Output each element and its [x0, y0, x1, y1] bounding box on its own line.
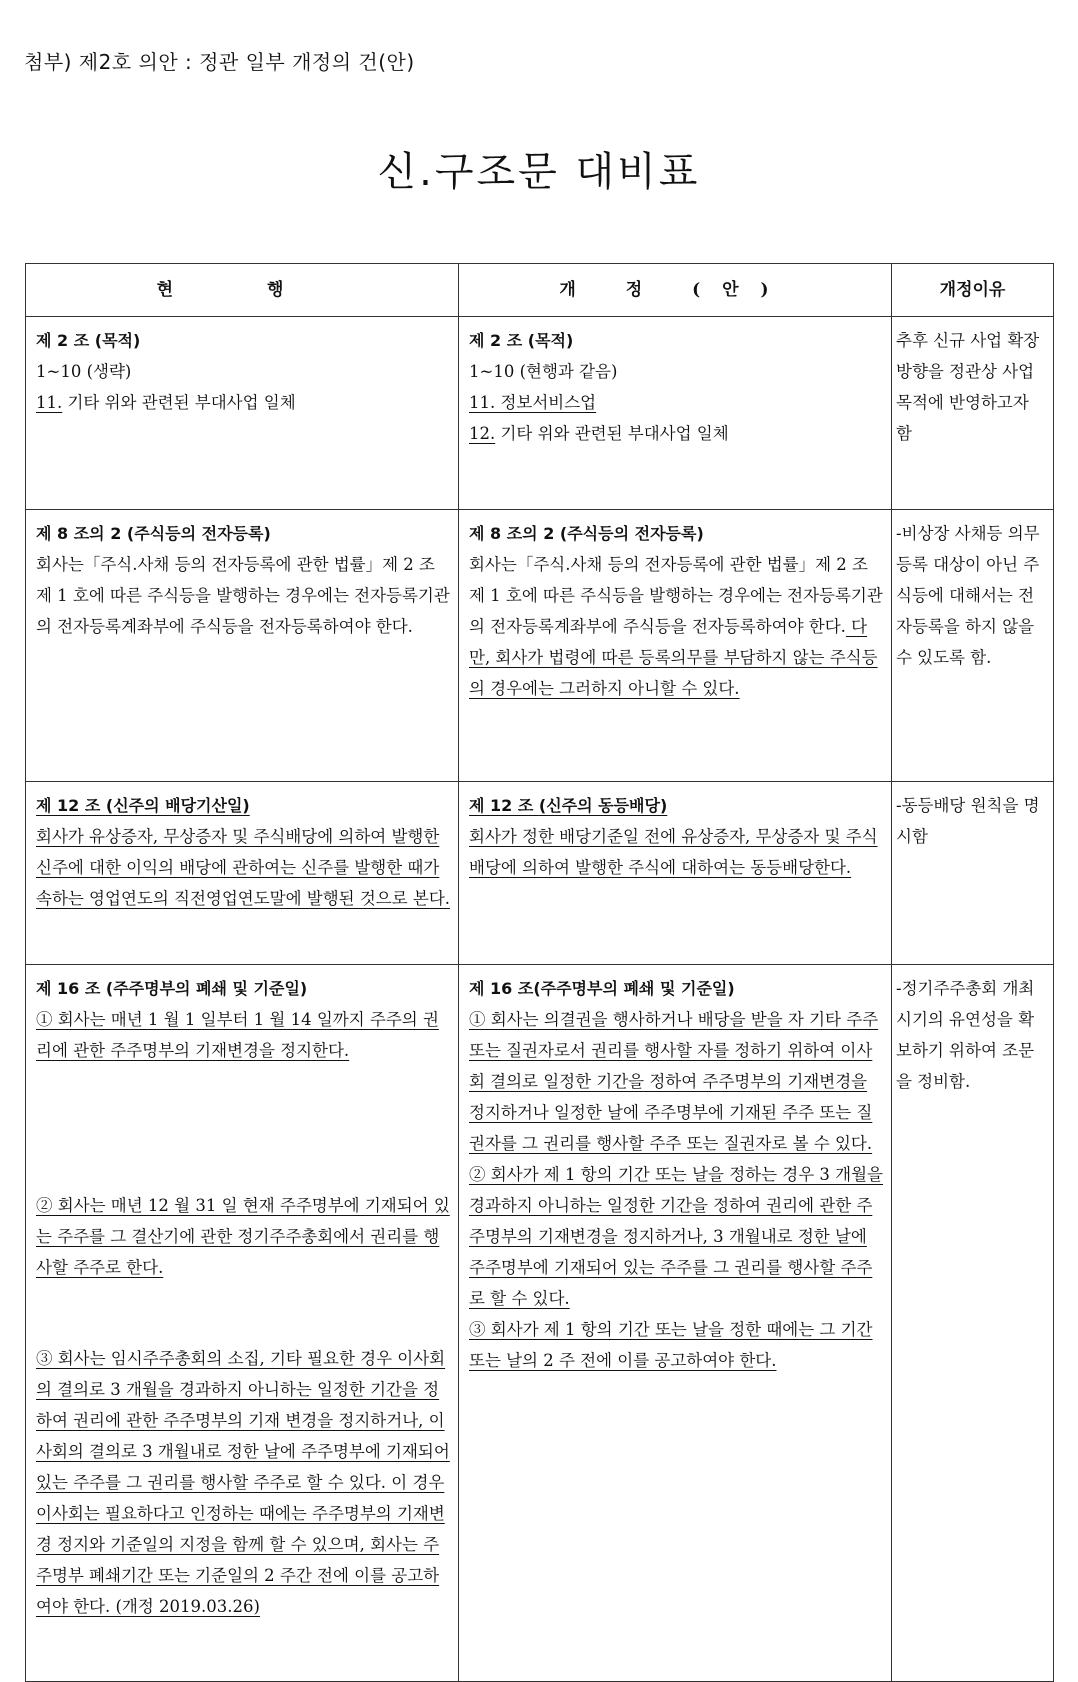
reason-cell: -동등배당 원칙을 명시함	[892, 782, 1054, 965]
header-current: 현 행	[26, 264, 459, 317]
article-body: 회사는「주식.사채 등의 전자등록에 관한 법률」제 2 조 제 1 호에 따른 주식등을 발행하는 경우에는 전자등록기관의 전자등록계좌부에 주식등을 전자등록하여야 한다.	[36, 555, 450, 636]
proposed-cell	[459, 317, 892, 510]
paragraph-3: ③ 회사는 임시주주총회의 소집, 기타 필요한 경우 이사회의 결의로 3 개월을 경과하지 아니하는 일정한 기간을 정하여 권리에 관한 주주명부의 기재 변경을 정지하거나, 이사회의 결의로 3 개월내로 정한 날에 주주명부에 기재되어 있는 주주를 그 권리를 행사할 주주로 할 수 있다. 이 경우 이사회는 필요하다고 인정하는 때에는 주주명부의 기재변경 정지와 기준일의 지정을 함께 할 수 있으며, 회사는 주주명부 폐쇄기간 또는 기준일의 2 주간 전에 이를 공고하여야 한다. (개정 2019.03.26)	[36, 1349, 450, 1616]
article-heading: 제 16 조 (주주명부의 폐쇄 및 기준일)	[36, 979, 308, 998]
proposed-cell	[459, 782, 892, 965]
proposed-cell	[459, 510, 892, 782]
current-cell	[26, 965, 459, 1682]
paragraph-1: ① 회사는 매년 1 월 1 일부터 1 월 14 일까지 주주의 권리에 관한 주주명부의 기재변경을 정지한다.	[36, 1010, 439, 1060]
current-cell	[26, 782, 459, 965]
article-heading: 제 8 조의 2 (주식등의 전자등록)	[36, 524, 271, 543]
paragraph-3: ③ 회사가 제 1 항의 기간 또는 날을 정한 때에는 그 기간 또는 날의 2 주 전에 이를 공고하여야 한다.	[469, 1320, 873, 1370]
attachment-label: 첨부) 제2호 의안 : 정관 일부 개정의 건(안)	[24, 50, 415, 74]
table-row	[26, 317, 1054, 510]
reason-cell: -정기주주총회 개최시기의 유연성을 확보하기 위하여 조문을 정비함.	[892, 965, 1054, 1682]
comparison-table	[25, 263, 1054, 1682]
page-title: 신.구조문 대비표	[377, 149, 701, 195]
article-body: 회사는「주식.사채 등의 전자등록에 관한 법률」제 2 조 제 1 호에 따른 주식등을 발행하는 경우에는 전자등록기관의 전자등록계좌부에 주식등을 전자등록하여야 한다.	[469, 555, 883, 636]
table-row	[26, 510, 1054, 782]
clause-line: 1~10 (현행과 같음)	[469, 362, 618, 381]
article-body: 회사가 정한 배당기준일 전에 유상증자, 무상증자 및 주식배당에 의하여 발행한 주식에 대하여는 동등배당한다.	[469, 827, 878, 877]
header-reason: 개정이유	[892, 264, 1054, 317]
article-heading: 제 12 조 (신주의 배당기산일)	[36, 796, 250, 815]
current-cell	[26, 510, 459, 782]
article-heading: 제 16 조(주주명부의 폐쇄 및 기준일)	[469, 979, 735, 998]
clause-line: 11. 정보서비스업	[469, 393, 597, 412]
paragraph-1: ① 회사는 의결권을 행사하거나 배당을 받을 자 기타 주주 또는 질권자로서 권리를 행사할 자를 정하기 위하여 이사회 결의로 일정한 기간을 정하여 주주명부의 기재변경을 정지하거나 일정한 날에 주주명부에 기재된 주주 또는 질권자를 그 권리를 행사할 주주 또는 질권자로 볼 수 있다.	[469, 1010, 879, 1153]
table-header-row	[26, 264, 1054, 317]
article-heading: 제 2 조 (목적)	[36, 331, 141, 350]
header-proposed: 개 정 (안)	[459, 264, 892, 317]
added-text: 다만, 회사가 법령에 따른 등록의무를 부담하지 않는 주식등의 경우에는 그러하지 아니할 수 있다.	[469, 617, 878, 698]
paragraph-2: ② 회사가 제 1 항의 기간 또는 날을 정하는 경우 3 개월을 경과하지 아니하는 일정한 기간을 정하여 권리에 관한 주주명부의 기재변경을 정지하거나, 3 개월내로 정한 날에 주주명부에 기재되어 있는 주주를 그 권리를 행사할 주주로 할 수 있다.	[469, 1165, 883, 1308]
article-heading: 제 12 조 (신주의 동등배당)	[469, 796, 668, 815]
clause-line: 11. 기타 위와 관련된 부대사업 일체	[36, 393, 296, 412]
clause-line: 1~10 (생략)	[36, 362, 132, 381]
article-heading: 제 2 조 (목적)	[469, 331, 574, 350]
current-cell	[26, 317, 459, 510]
article-body: 회사가 유상증자, 무상증자 및 주식배당에 의하여 발행한 신주에 대한 이익의 배당에 관하여는 신주를 발행한 때가 속하는 영업연도의 직전영업연도말에 발행된 것으로 본다.	[36, 827, 451, 908]
paragraph-2: ② 회사는 매년 12 월 31 일 현재 주주명부에 기재되어 있는 주주를 그 결산기에 관한 정기주주총회에서 권리를 행사할 주주로 한다.	[36, 1196, 450, 1277]
article-heading: 제 8 조의 2 (주식등의 전자등록)	[469, 524, 704, 543]
table-row	[26, 965, 1054, 1682]
clause-line: 12. 기타 위와 관련된 부대사업 일체	[469, 424, 729, 443]
table-row	[26, 782, 1054, 965]
reason-cell: -비상장 사채등 의무등록 대상이 아닌 주식등에 대해서는 전자등록을 하지 않을 수 있도록 함.	[892, 510, 1054, 782]
reason-cell: 추후 신규 사업 확장 방향을 정관상 사업목적에 반영하고자 함	[892, 317, 1054, 510]
proposed-cell	[459, 965, 892, 1682]
